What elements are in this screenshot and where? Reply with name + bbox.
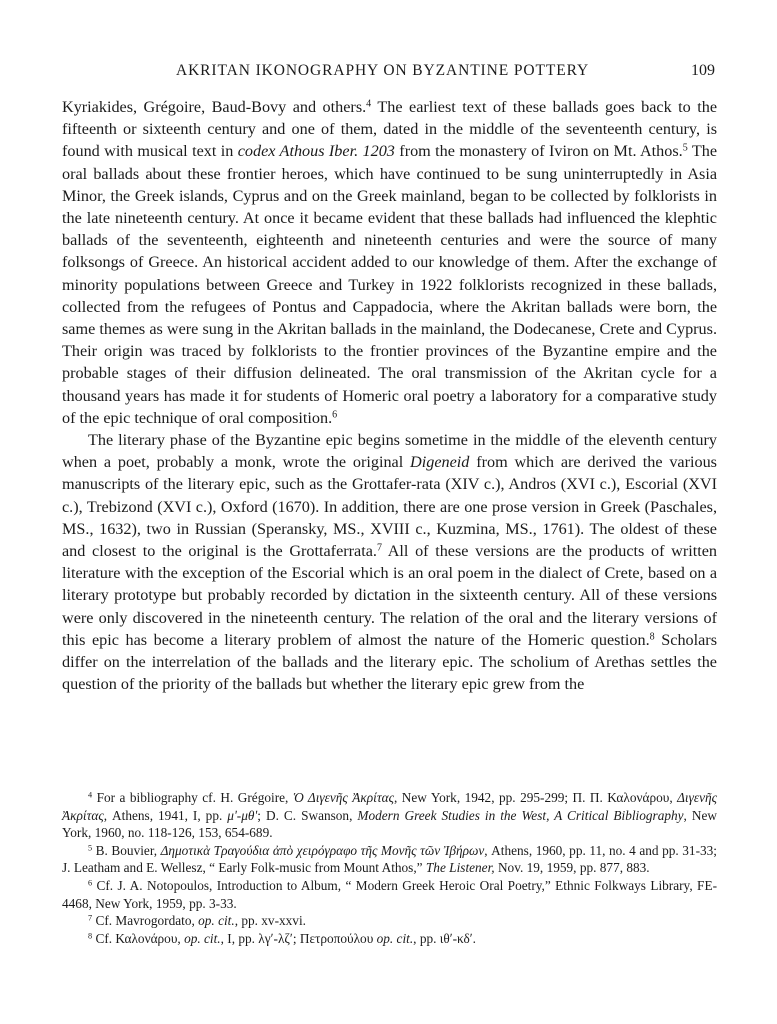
page-number: 109 (691, 62, 715, 79)
footnote-text: , Athens, 1960, pp. 11, no. 4 and pp. 31-33; J. Leatham and E. Wellesz, “ Early Folk-music from Mount Athos,” (62, 842, 717, 876)
footnote-pages: μʹ-μθʹ (227, 807, 258, 823)
footnote-text: , Athens, 1941, I, pp. (103, 807, 228, 823)
p2-text-4: Scholars differ on the interrelation of the ballads and the literary epic. The scholium of Arethas settles the question of the priority of the ballads but whether the literary epic grew from the (62, 630, 717, 694)
footnote-text: , New York, 1960, no. 118-126, 153, 654-689. (62, 807, 717, 841)
footnote-text: ; D. C. Swanson, (257, 807, 358, 823)
footnote-number: 6 (88, 878, 93, 888)
footnote-number: 5 (88, 843, 93, 853)
footnote-5 (62, 842, 717, 877)
footnote-4 (62, 789, 717, 842)
p2-text-2: from which are derived the various manuscripts of the literary epic, such as the Grottafer-rata (XIV c.), Andros (XVI c.), Escorial (XVI c.), Trebizond (XVI c.), Oxford (1670). In addition, there are one prose version in Greek (Paschales, MS., 1632), two in Russian (Speransky, MS., XVIII c., Kuzmina, MS., 1761). The oldest of these and closest to the original is the Grottaferrata. (62, 453, 717, 561)
p1-text-3: from the monastery of Iviron on Mt. Athos. (394, 142, 683, 161)
footnote-text: Nov. 19, 1959, pp. 877, 883. (494, 860, 650, 876)
p2-text-1: The literary phase of the Byzantine epic begins sometime in the middle of the eleventh century when a poet, probably a monk, wrote the original (62, 431, 717, 472)
footnote-7 (62, 912, 717, 930)
page-header (91, 62, 715, 84)
footnote-opcit: op. cit. (184, 930, 221, 946)
body-text (62, 96, 717, 695)
footnote-title: Δημοτικὰ Τραγούδια ἀπὸ χειρόγραφο τῆς Μονῆς τῶν Ἰβήρων (160, 842, 485, 858)
footnote-opcit: op. cit. (376, 930, 414, 946)
footnote-ref-4: 4 (366, 98, 372, 110)
footnote-number: 4 (88, 790, 93, 800)
running-head: AKRITAN IKONOGRAPHY ON BYZANTINE POTTERY (176, 62, 590, 79)
p1-text-4: The oral ballads about these frontier heroes, which have continued to be sung uninterruptedly in Asia Minor, the Greek islands, Cyprus and on the Greek mainland, began to be collected by folklorists in the late nineteenth century. At once it became evident that these ballads had influenced the klephtic ballads of the seventeenth, eighteenth and nineteenth centuries and were the source of many folksongs of Greece. An historical accident added to our knowledge of them. After the exchange of minority populations between Greece and Turkey in 1922 folklorists recognized in these ballads, collected from the refugees of Pontus and Cappadocia, where the Akritan ballads were born, the same themes as were sung in the Akritan ballads in the mainland, the Dodecanese, Crete and Cyprus. Their origin was traced by folklorists to the frontier provinces of the Byzantine empire and the probable stages of their diffusion delineated. The oral transmission of the Akritan cycle for a thousand years has made it for students of Homeric oral poetry a laboratory for a comparative study of the epic technique of oral composition. (62, 142, 717, 427)
footnote-title: The Listener, (425, 860, 495, 876)
codex-citation: codex Athous Iber. 1203 (237, 142, 395, 161)
footnote-text: Cf. Mavrogordato, (92, 913, 199, 929)
footnote-text: For a bibliography cf. H. Grégoire, (92, 790, 293, 805)
footnote-number: 7 (88, 913, 93, 923)
p1-text-1: Kyriakides, Grégoire, Baud-Bovy and others. (62, 98, 367, 116)
footnote-title: Διγενῆς Ἀκρίτας (62, 790, 717, 823)
paragraph-2 (62, 429, 717, 695)
footnote-text: , New York, 1942, pp. 295-299; Π. Π. Καλονάρου, (393, 790, 678, 805)
footnote-text: Cf. J. A. Notopoulos, Introduction to Album, “ Modern Greek Heroic Oral Poetry,” Ethnic Folkways Library, FE-4468, New York, 1959, pp. 3-33. (62, 877, 717, 911)
footnote-title: Modern Greek Studies in the West, A Critical Bibliography (357, 807, 684, 823)
p1-text-2: The earliest text of these ballads goes back to the fifteenth or sixteenth century and one of them, dated in the middle of the seventeenth century, is found with musical text in (62, 98, 718, 161)
digeneid-title: Digeneid (410, 453, 470, 472)
footnote-opcit: op. cit. (198, 913, 235, 929)
footnotes (62, 789, 717, 947)
footnote-ref-7: 7 (376, 542, 382, 554)
paragraph-1 (62, 96, 717, 429)
footnote-text: , pp. xv-xxvi. (234, 913, 306, 929)
footnote-6 (62, 877, 717, 912)
footnote-ref-5: 5 (682, 142, 688, 154)
footnote-title: Ὁ Διγενῆς Ἀκρίτας (292, 790, 394, 805)
footnote-text: Cf. Καλονάρου, (92, 930, 185, 946)
footnote-8 (62, 930, 717, 948)
p2-text-3: All of these versions are the products of written literature with the exception of the Escorial which is an oral poem in the dialect of Crete, based on a literary prototype but probably recorded by dictation in the sixteenth century. All of these versions were only discovered in the nineteenth century. The relation of the oral and the literary versions of this epic has become a literary problem of almost the nature of the Homeric question. (62, 542, 718, 649)
footnote-ref-8: 8 (649, 631, 655, 643)
footnote-text: , pp. ιθʹ-κδʹ. (413, 930, 476, 946)
footnote-text: , I, pp. λγʹ-λζʹ; Πετροπούλου (220, 930, 377, 946)
footnote-ref-6: 6 (332, 409, 338, 421)
footnote-text: B. Bouvier, (92, 842, 161, 858)
footnote-number: 8 (88, 931, 93, 941)
